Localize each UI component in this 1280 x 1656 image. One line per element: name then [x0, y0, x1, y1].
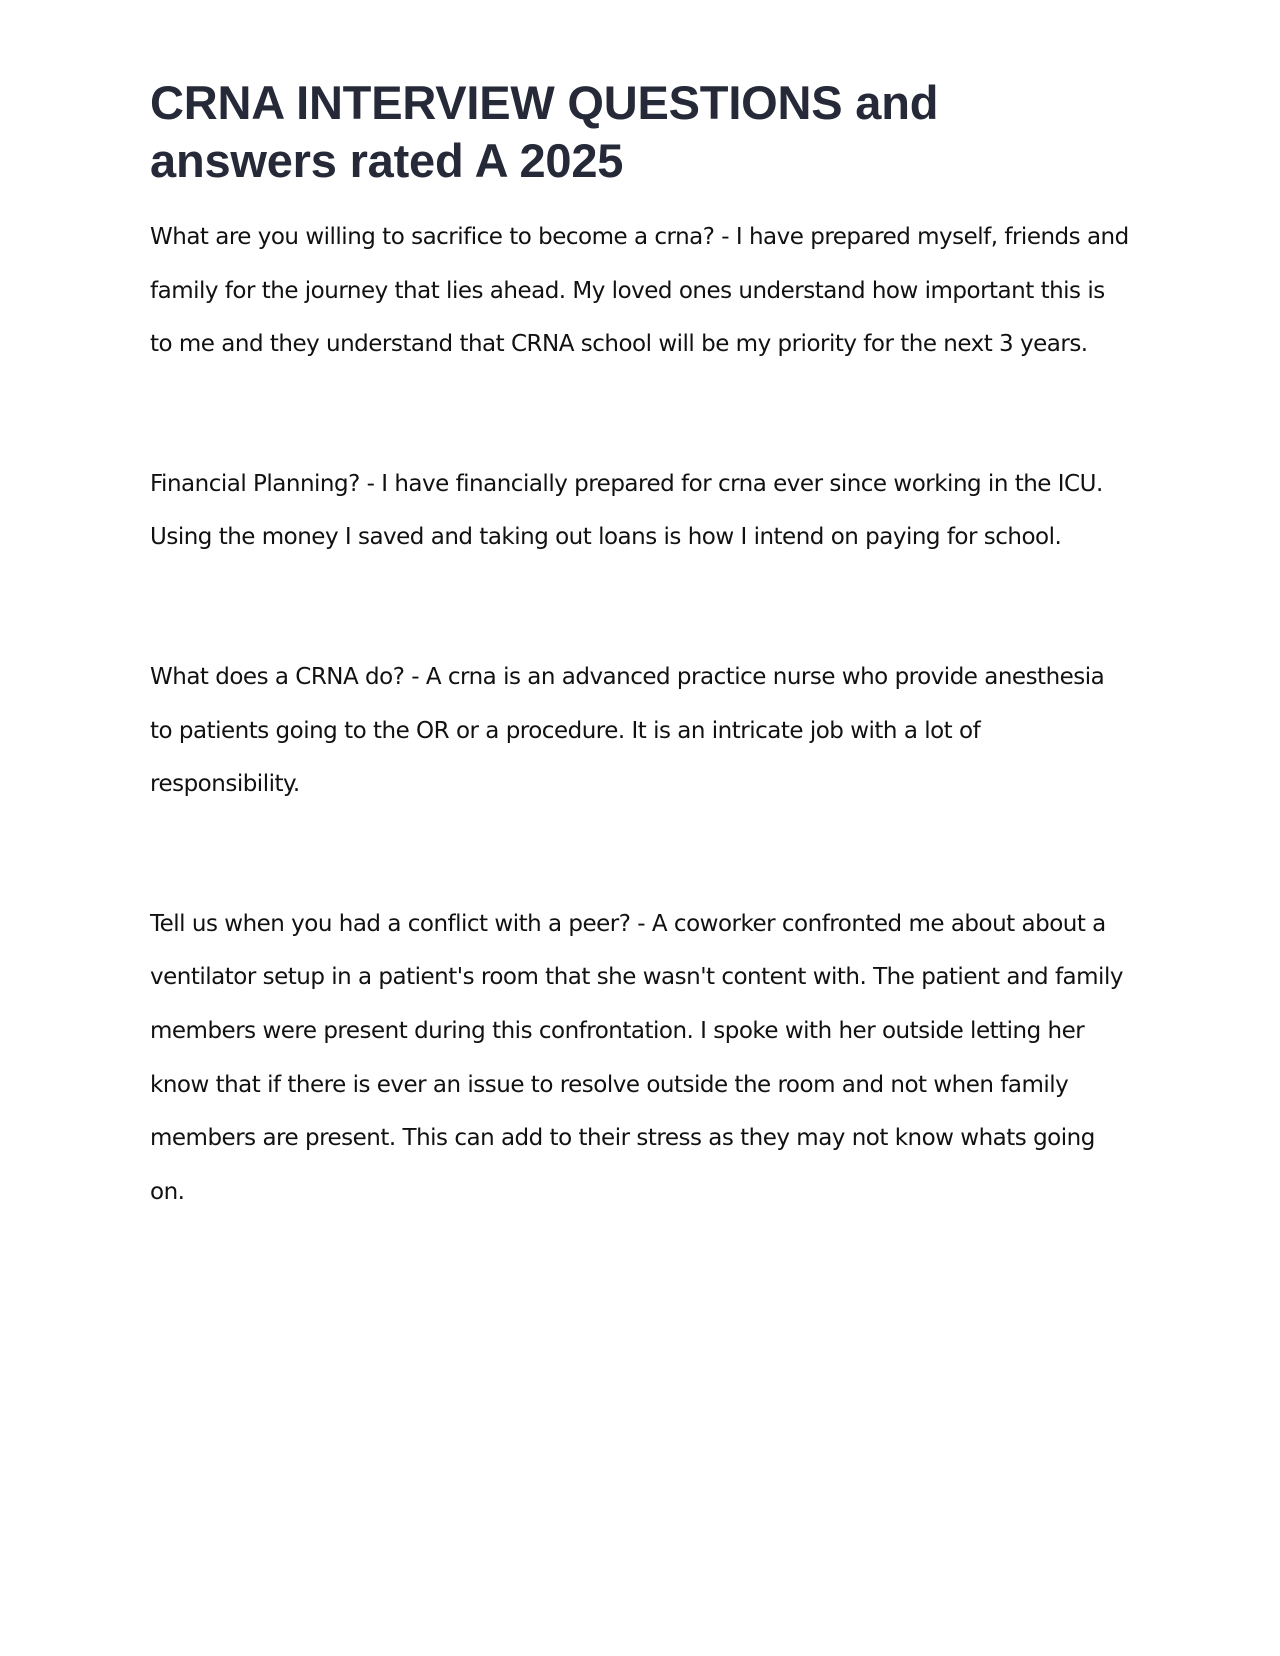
qa-entry-peer-conflict: Tell us when you had a conflict with a peer? - A coworker confronted me about about a ventilator setup in a patient's room that she wasn't content with. The patient and family members were present during this confrontation. I spoke with her outside letting her know that if there is ever an issue to resolve outside the room and not when family members are present. This can add to their stress as they may not know whats going on.	[150, 910, 1123, 1205]
document-page	[150, 74, 1130, 1305]
qa-list	[150, 211, 1130, 1219]
qa-entry-what-crna-does: What does a CRNA do? - A crna is an advanced practice nurse who provide anesthesia to patients going to the OR or a procedure. It is an intricate job with a lot of responsibility.	[150, 663, 1105, 798]
qa-entry-financial-planning: Financial Planning? - I have financially prepared for crna ever since working in the ICU. Using the money I saved and taking out loans is how I intend on paying for school.	[150, 470, 1103, 551]
qa-entry-sacrifice: What are you willing to sacrifice to become a crna? - I have prepared myself, friends and family for the journey that lies ahead. My loved ones understand how important this is to me and they understand that CRNA school will be my priority for the next 3 years.	[150, 224, 1129, 358]
document-title: CRNA INTERVIEW QUESTIONS and answers rated A 2025	[150, 76, 939, 187]
